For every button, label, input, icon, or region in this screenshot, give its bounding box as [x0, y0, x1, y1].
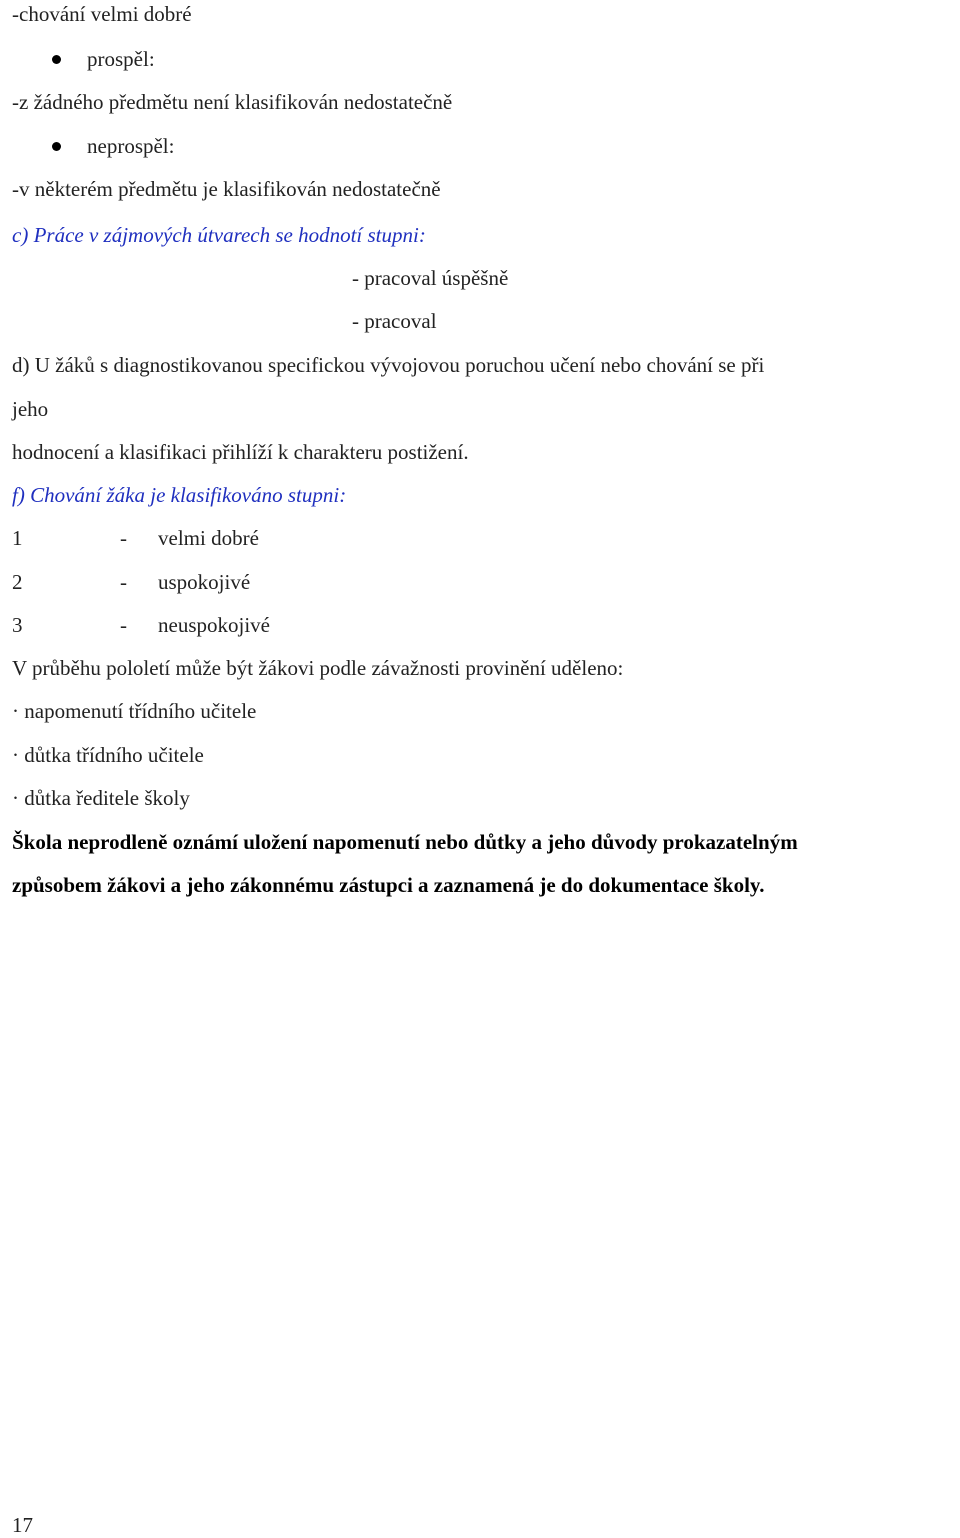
grade-row — [12, 569, 250, 595]
section-c-option-2: - pracoval — [352, 309, 437, 333]
passed-label: prospěl: — [87, 47, 155, 71]
grade-dash: - — [120, 570, 127, 594]
section-c-option-1: - pracoval úspěšně — [352, 266, 509, 290]
section-c-heading: c) Práce v zájmových útvarech se hodnotí stupni: — [12, 223, 426, 247]
bullet-icon — [52, 142, 61, 151]
section-d-line-2: jeho — [12, 397, 49, 421]
notice-line-2: způsobem žákovi a jeho zákonnému zástupci a zaznamená je do dokumentace školy. — [12, 873, 765, 897]
failed-rule: -v některém předmětu je klasifikován nedostatečně — [12, 177, 441, 201]
measure-item: · důtka třídního učitele — [12, 743, 204, 767]
measure-item: · důtka ředitele školy — [12, 786, 190, 810]
passed-rule: -z žádného předmětu není klasifikován nedostatečně — [12, 90, 453, 114]
notice-line-1: Škola neprodleně oznámí uložení napomenutí nebo důtky a jeho důvody prokazatelným — [12, 830, 798, 854]
grade-number: 1 — [12, 526, 23, 550]
grade-label: velmi dobré — [158, 526, 259, 550]
grade-number: 3 — [12, 613, 23, 637]
measure-item: · napomenutí třídního učitele — [12, 699, 257, 723]
grade-row — [12, 612, 270, 638]
grade-label: neuspokojivé — [158, 613, 270, 637]
grade-dash: - — [120, 613, 127, 637]
section-d-line-3: hodnocení a klasifikaci přihlíží k charakteru postižení. — [12, 440, 469, 464]
bullet-icon — [52, 55, 61, 64]
page-number: 17 — [12, 1513, 33, 1537]
section-d-line-1: d) U žáků s diagnostikovanou specifickou vývojovou poruchou učení nebo chování se při — [12, 353, 765, 377]
grade-row — [12, 525, 259, 551]
measures-intro: V průběhu pololetí může být žákovi podle závažnosti provinění uděleno: — [12, 656, 624, 680]
passed-item — [52, 46, 155, 72]
grade-label: uspokojivé — [158, 570, 251, 594]
conduct-line: -chování velmi dobré — [12, 2, 192, 26]
section-f-heading: f) Chování žáka je klasifikováno stupni: — [12, 483, 347, 507]
failed-label: neprospěl: — [87, 134, 175, 158]
grade-dash: - — [120, 526, 127, 550]
grade-number: 2 — [12, 570, 23, 594]
failed-item — [52, 133, 174, 159]
